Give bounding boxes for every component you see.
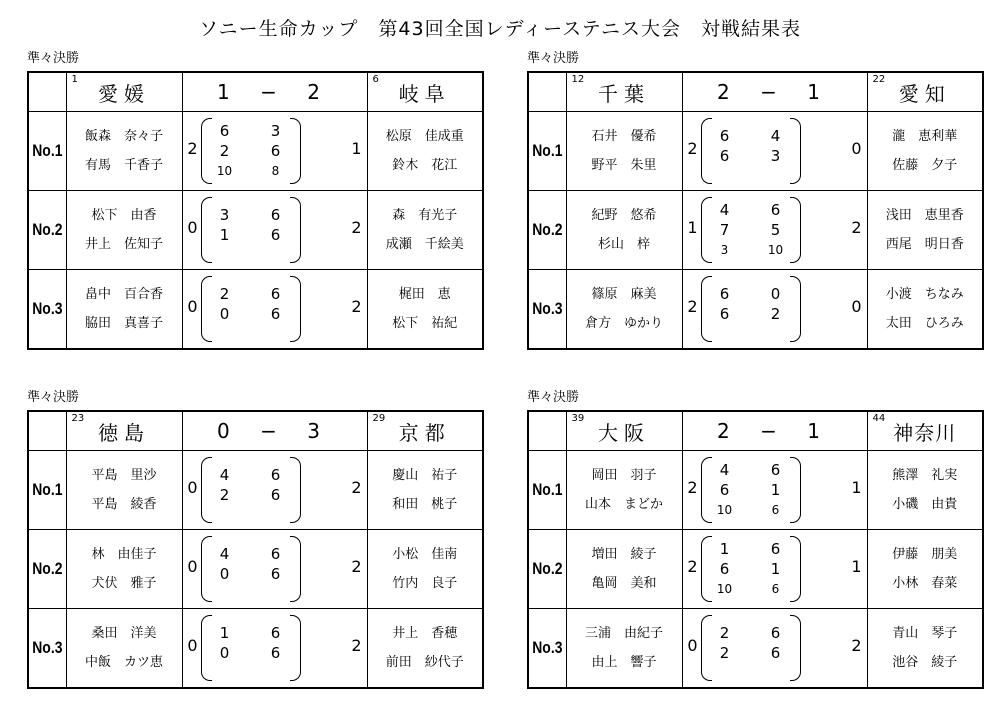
player-name: 松下 祐紀 [392, 316, 458, 331]
table-row [528, 530, 983, 609]
right-bracket [290, 118, 301, 184]
set-game: 1 [770, 481, 781, 499]
team-score: 1 − 2 [182, 72, 367, 112]
seed-number: 39 [571, 413, 585, 424]
header-row [28, 72, 483, 112]
team-name: 徳島 [98, 420, 150, 445]
match-number: No.3 [531, 270, 562, 350]
table-row [28, 270, 483, 350]
set-game: 7 [719, 221, 730, 239]
player-name: 井上 佐知子 [84, 237, 163, 252]
player-name: 杉山 梓 [597, 237, 650, 252]
tiebreak-score: 10 [716, 503, 733, 517]
left-players [566, 530, 682, 609]
player-name: 畠中 百合香 [84, 287, 163, 302]
header-row [528, 72, 983, 112]
set-game: 3 [770, 147, 781, 165]
left-sets-won: 2 [187, 139, 198, 158]
set-game: 0 [770, 285, 781, 303]
left-sets-won: 0 [187, 478, 198, 497]
empty-corner-cell [528, 72, 566, 112]
player-name: 松下 由香 [91, 208, 157, 223]
team-name: 千葉 [598, 81, 650, 106]
table-row [28, 609, 483, 689]
left-bracket [701, 276, 712, 342]
tiebreak-score: 10 [767, 243, 784, 257]
player-name: 伊藤 朋美 [892, 547, 958, 562]
player-name: 平島 里沙 [91, 468, 157, 483]
right-bracket [790, 615, 801, 681]
right-bracket [290, 457, 301, 523]
match-block [27, 389, 482, 689]
page-title: ソニー生命カップ 第43回全国レディーステニス大会 対戦結果表 [199, 18, 801, 40]
left-sets-won: 0 [187, 557, 198, 576]
player-name: 犬伏 雅子 [91, 576, 157, 591]
player-name: 瀧 恵利華 [892, 129, 958, 144]
match-score [182, 451, 367, 530]
player-name: 石井 優希 [591, 129, 657, 144]
tiebreak-score: 3 [720, 243, 729, 257]
set-game: 4 [719, 201, 730, 219]
table-row [528, 270, 983, 350]
seed-number: 44 [872, 413, 886, 424]
left-team-cell [566, 411, 682, 451]
right-bracket [290, 615, 301, 681]
match-score [682, 191, 867, 270]
right-bracket [790, 276, 801, 342]
player-name: 鈴木 花江 [392, 158, 458, 173]
player-name: 三浦 由紀子 [584, 626, 663, 641]
team-score: 2 − 1 [682, 411, 867, 451]
player-name: 小渡 ちなみ [885, 287, 964, 302]
set-game: 3 [219, 206, 230, 224]
table-row [28, 451, 483, 530]
right-sets-won: 2 [851, 636, 862, 655]
left-players [566, 451, 682, 530]
set-game: 4 [219, 545, 230, 563]
right-sets-won: 2 [351, 478, 362, 497]
player-name: 池谷 綾子 [892, 655, 958, 670]
right-bracket [290, 276, 301, 342]
tiebreak-score: 6 [771, 503, 780, 517]
set-game: 2 [770, 305, 781, 323]
right-players [867, 270, 983, 350]
player-name: 脇田 真喜子 [84, 316, 163, 331]
set-game: 6 [719, 305, 730, 323]
team-name: 神奈川 [893, 420, 957, 445]
player-name: 青山 琴子 [892, 626, 958, 641]
left-players [66, 112, 182, 191]
set-game: 6 [719, 560, 730, 578]
match-table [527, 71, 984, 350]
set-game: 4 [719, 461, 730, 479]
left-players [66, 270, 182, 350]
match-block [527, 389, 982, 689]
left-sets-won: 0 [687, 636, 698, 655]
match-score [182, 609, 367, 689]
right-bracket [790, 197, 801, 263]
left-players [566, 191, 682, 270]
left-sets-won: 2 [687, 297, 698, 316]
seed-number: 29 [372, 413, 386, 424]
team-name: 岐阜 [398, 81, 451, 106]
right-bracket [790, 536, 801, 602]
right-team-cell [867, 72, 983, 112]
set-game: 2 [719, 624, 730, 642]
player-name: 篠原 麻美 [591, 287, 657, 302]
set-game: 6 [719, 127, 730, 145]
set-game: 5 [770, 221, 781, 239]
set-game: 1 [770, 560, 781, 578]
set-game: 2 [719, 644, 730, 662]
match-block [27, 50, 482, 350]
left-players [66, 191, 182, 270]
match-score [682, 609, 867, 689]
set-game: 6 [719, 285, 730, 303]
left-team-cell [566, 72, 682, 112]
set-game: 4 [219, 466, 230, 484]
right-players [367, 451, 483, 530]
player-name: 小磯 由貴 [892, 497, 958, 512]
set-game: 6 [270, 624, 281, 642]
match-number: No.3 [31, 609, 62, 689]
team-name: 京都 [398, 420, 451, 445]
left-bracket [201, 615, 212, 681]
player-name: 成瀬 千絵美 [385, 237, 464, 252]
right-players [867, 609, 983, 689]
right-bracket [790, 457, 801, 523]
player-name: 森 有光子 [392, 208, 458, 223]
set-game: 6 [270, 565, 281, 583]
set-game: 1 [219, 226, 230, 244]
match-table [27, 71, 484, 350]
set-game: 6 [770, 624, 781, 642]
left-players [66, 451, 182, 530]
match-number: No.1 [31, 451, 62, 530]
player-name: 有馬 千香子 [84, 158, 163, 173]
set-game: 6 [270, 545, 281, 563]
player-name: 亀岡 美和 [591, 576, 657, 591]
player-name: 中飯 カツ恵 [84, 655, 163, 670]
left-sets-won: 1 [687, 218, 698, 237]
player-name: 前田 紗代子 [385, 655, 464, 670]
set-game: 6 [770, 540, 781, 558]
left-bracket [701, 118, 712, 184]
match-table [527, 410, 984, 689]
match-score [182, 270, 367, 350]
left-bracket [201, 457, 212, 523]
right-players [367, 609, 483, 689]
empty-corner-cell [28, 72, 66, 112]
right-players [367, 530, 483, 609]
player-name: 井上 香穂 [392, 626, 458, 641]
set-game: 0 [219, 565, 230, 583]
left-sets-won: 2 [687, 557, 698, 576]
match-number: No.3 [531, 609, 562, 689]
table-row [528, 112, 983, 191]
player-name: 飯森 奈々子 [84, 129, 163, 144]
player-name: 増田 綾子 [591, 547, 657, 562]
right-bracket [790, 118, 801, 184]
player-name: 倉方 ゆかり [584, 316, 663, 331]
right-sets-won: 2 [851, 218, 862, 237]
player-name: 平島 綾香 [91, 497, 157, 512]
set-game: 0 [219, 644, 230, 662]
set-game: 2 [219, 285, 230, 303]
match-table [27, 410, 484, 689]
right-sets-won: 1 [851, 557, 862, 576]
set-game: 6 [270, 206, 281, 224]
player-name: 紀野 悠希 [591, 208, 657, 223]
set-game: 6 [270, 466, 281, 484]
set-game: 6 [219, 122, 230, 140]
left-sets-won: 2 [687, 139, 698, 158]
player-name: 浅田 恵里香 [885, 208, 964, 223]
set-game: 6 [770, 461, 781, 479]
right-players [867, 530, 983, 609]
empty-corner-cell [28, 411, 66, 451]
right-sets-won: 2 [351, 218, 362, 237]
match-score [682, 530, 867, 609]
player-name: 林 由佳子 [91, 547, 157, 562]
table-row [528, 451, 983, 530]
left-players [566, 270, 682, 350]
match-block [527, 50, 982, 350]
round-label: 準々決勝 [527, 51, 580, 66]
player-name: 野平 朱里 [591, 158, 657, 173]
tiebreak-score: 10 [716, 582, 733, 596]
round-label: 準々決勝 [27, 390, 80, 405]
left-players [66, 530, 182, 609]
set-game: 3 [270, 122, 281, 140]
player-name: 岡田 羽子 [591, 468, 657, 483]
match-score [182, 530, 367, 609]
set-game: 6 [270, 226, 281, 244]
player-name: 由上 響子 [591, 655, 657, 670]
seed-number: 6 [372, 74, 379, 85]
player-name: 佐藤 夕子 [892, 158, 958, 173]
team-score: 2 − 1 [682, 72, 867, 112]
left-bracket [701, 457, 712, 523]
player-name: 和田 桃子 [392, 497, 458, 512]
round-label: 準々決勝 [527, 390, 580, 405]
right-team-cell [367, 72, 483, 112]
right-team-cell [367, 411, 483, 451]
right-sets-won: 2 [351, 557, 362, 576]
left-bracket [201, 118, 212, 184]
left-team-cell [66, 411, 182, 451]
table-row [28, 191, 483, 270]
tiebreak-score: 8 [271, 164, 280, 178]
match-number: No.3 [31, 270, 62, 350]
round-label: 準々決勝 [27, 51, 80, 66]
player-name: 山本 まどか [584, 497, 663, 512]
set-game: 0 [219, 305, 230, 323]
left-players [66, 609, 182, 689]
right-team-cell [867, 411, 983, 451]
seed-number: 22 [872, 74, 886, 85]
match-score [682, 451, 867, 530]
team-name: 愛媛 [98, 81, 150, 106]
seed-number: 1 [71, 74, 78, 85]
set-game: 6 [719, 147, 730, 165]
seed-number: 23 [71, 413, 85, 424]
match-number: No.2 [31, 191, 62, 270]
player-name: 太田 ひろみ [885, 316, 964, 331]
set-game: 6 [770, 644, 781, 662]
seed-number: 12 [571, 74, 585, 85]
right-players [867, 451, 983, 530]
team-name: 大阪 [598, 420, 650, 445]
left-players [566, 609, 682, 689]
right-players [367, 270, 483, 350]
set-game: 4 [770, 127, 781, 145]
match-number: No.2 [531, 191, 562, 270]
set-game: 6 [270, 142, 281, 160]
empty-corner-cell [528, 411, 566, 451]
tiebreak-score: 10 [216, 164, 233, 178]
right-players [367, 191, 483, 270]
right-bracket [290, 536, 301, 602]
match-score [682, 270, 867, 350]
set-game: 6 [719, 481, 730, 499]
set-game: 2 [219, 142, 230, 160]
set-game: 1 [219, 624, 230, 642]
left-bracket [201, 536, 212, 602]
table-row [28, 112, 483, 191]
match-number: No.1 [531, 451, 562, 530]
team-score: 0 − 3 [182, 411, 367, 451]
set-game: 1 [719, 540, 730, 558]
left-sets-won: 0 [187, 218, 198, 237]
left-sets-won: 0 [187, 297, 198, 316]
set-game: 6 [270, 305, 281, 323]
player-name: 桑田 洋美 [91, 626, 157, 641]
header-row [28, 411, 483, 451]
right-sets-won: 0 [851, 297, 862, 316]
right-bracket [290, 197, 301, 263]
player-name: 竹内 良子 [392, 576, 458, 591]
right-sets-won: 1 [351, 139, 362, 158]
header-row [528, 411, 983, 451]
left-sets-won: 0 [187, 636, 198, 655]
right-players [867, 191, 983, 270]
right-players [367, 112, 483, 191]
table-row [28, 530, 483, 609]
right-sets-won: 2 [351, 297, 362, 316]
player-name: 梶田 恵 [398, 287, 451, 302]
match-number: No.1 [31, 112, 62, 191]
set-game: 6 [270, 486, 281, 504]
match-number: No.2 [31, 530, 62, 609]
match-number: No.2 [531, 530, 562, 609]
set-game: 6 [770, 201, 781, 219]
player-name: 西尾 明日香 [885, 237, 964, 252]
set-game: 2 [219, 486, 230, 504]
tiebreak-score: 6 [771, 582, 780, 596]
left-bracket [201, 197, 212, 263]
left-bracket [701, 197, 712, 263]
left-bracket [701, 536, 712, 602]
team-name: 愛知 [898, 81, 951, 106]
player-name: 慶山 祐子 [392, 468, 458, 483]
player-name: 小松 佳南 [392, 547, 458, 562]
left-players [566, 112, 682, 191]
match-score [182, 112, 367, 191]
player-name: 熊澤 礼実 [892, 468, 958, 483]
right-sets-won: 2 [351, 636, 362, 655]
set-game: 6 [270, 285, 281, 303]
left-bracket [201, 276, 212, 342]
player-name: 松原 佳成重 [385, 129, 464, 144]
left-bracket [701, 615, 712, 681]
match-score [682, 112, 867, 191]
set-game: 6 [270, 644, 281, 662]
right-sets-won: 0 [851, 139, 862, 158]
right-sets-won: 1 [851, 478, 862, 497]
table-row [528, 609, 983, 689]
player-name: 小林 春菜 [892, 576, 958, 591]
right-players [867, 112, 983, 191]
match-number: No.1 [531, 112, 562, 191]
match-score [182, 191, 367, 270]
left-sets-won: 2 [687, 478, 698, 497]
left-team-cell [66, 72, 182, 112]
table-row [528, 191, 983, 270]
